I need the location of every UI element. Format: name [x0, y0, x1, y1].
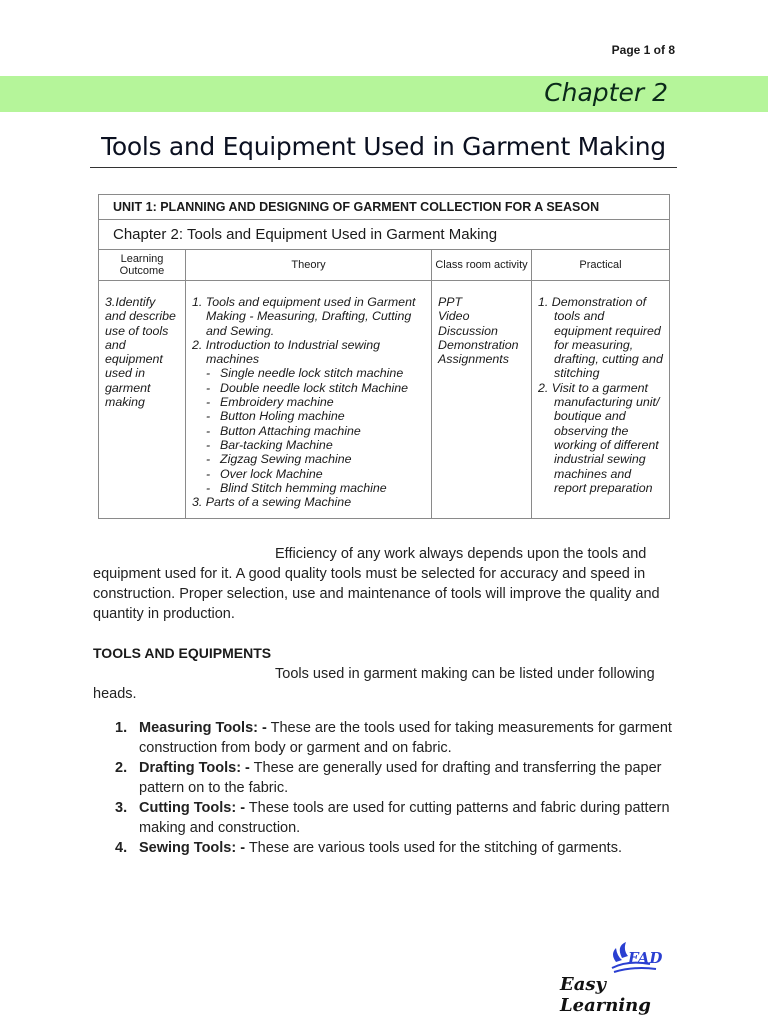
machine-item: - Blind Stitch hemming machine: [192, 481, 425, 495]
practical-item: 1. Demonstration of tools and equipment required for measuring, drafting, cutting and stitching: [538, 295, 663, 381]
list-item: [115, 838, 675, 858]
activity-cell: [432, 281, 532, 519]
practical-cell: [532, 281, 670, 519]
machine-item: - Embroidery machine: [192, 395, 425, 409]
unit-heading: UNIT 1: PLANNING AND DESIGNING OF GARMENT COLLECTION FOR A SEASON: [99, 195, 670, 220]
learning-outcome-cell: 3.Identify and describe use of tools and equipment used in garment making: [99, 281, 186, 519]
item-term: Drafting Tools: -: [139, 760, 250, 776]
item-number: 2.: [115, 760, 128, 776]
header-classroom-activity: Class room activity: [432, 250, 532, 281]
machine-item: - Zigzag Sewing machine: [192, 452, 425, 466]
machine-item: - Button Holing machine: [192, 409, 425, 423]
logo-tagline: Easy Learning: [560, 974, 651, 1016]
header-theory: Theory: [186, 250, 432, 281]
list-item: [115, 798, 675, 838]
section-intro: [93, 664, 674, 704]
item-number: 1.: [115, 720, 128, 736]
theory-item: 1. Tools and equipment used in Garment Making - Measuring, Drafting, Cutting and Sewing.: [192, 295, 416, 338]
list-item: [115, 758, 675, 798]
document-title: Tools and Equipment Used in Garment Making: [90, 132, 677, 168]
machine-item: - Bar-tacking Machine: [192, 438, 425, 452]
theory-item: 2. Introduction to Industrial sewing machines: [192, 337, 381, 367]
item-term: Sewing Tools: -: [139, 840, 246, 856]
list-item: [115, 718, 675, 758]
item-description: These are various tools used for the stitching of garments.: [245, 840, 622, 856]
header-learning-outcome: Learning Outcome: [99, 250, 186, 281]
section-heading: TOOLS AND EQUIPMENTS: [93, 645, 272, 661]
machine-item: - Button Attaching machine: [192, 424, 425, 438]
item-term: Cutting Tools: -: [139, 800, 246, 816]
item-description: These are the tools used for taking measurements for garment construction from body or garment and on fabric.: [139, 720, 672, 756]
logo-mark: FAD: [628, 949, 663, 967]
activity-item: Video: [438, 309, 470, 324]
section-intro-text: Tools used in garment making can be listed under following heads.: [93, 666, 655, 702]
intro-text: Efficiency of any work always depends upon the tools and equipment used for it. A good quality tools must be selected for accuracy and speed in construction. Proper selection, use and maintenance of tools will improve the quality and quantity in production.: [93, 546, 660, 622]
activity-item: Discussion: [438, 323, 498, 338]
item-number: 4.: [115, 840, 128, 856]
item-number: 3.: [115, 800, 128, 816]
chapter-label: Chapter 2: [544, 78, 668, 107]
theory-cell: [186, 281, 432, 519]
header-practical: Practical: [532, 250, 670, 281]
chapter-heading: Chapter 2: Tools and Equipment Used in Garment Making: [99, 220, 670, 250]
activity-item: PPT: [438, 295, 463, 309]
item-term: Measuring Tools: -: [139, 720, 267, 736]
activity-item: Demonstration: [438, 337, 519, 352]
tool-heads-list: [115, 718, 675, 858]
page-number: Page 1 of 8: [611, 43, 675, 57]
chapter-banner: [0, 76, 768, 112]
machine-item: - Single needle lock stitch machine: [192, 366, 425, 380]
intro-paragraph: [93, 544, 674, 624]
practical-item: 2. Visit to a garment manufacturing unit/ boutique and observing the working of different industrial sewing machines and report preparation: [538, 380, 660, 495]
syllabus-table: [98, 194, 670, 519]
theory-item: 3. Parts of a sewing Machine: [192, 495, 352, 510]
fad-logo: [560, 940, 680, 1016]
machine-item: - Double needle lock stitch Machine: [192, 381, 425, 395]
item-description: These are generally used for drafting and transferring the paper pattern on to the fabric.: [139, 760, 662, 796]
machine-item: - Over lock Machine: [192, 467, 425, 481]
activity-item: Assignments: [438, 352, 509, 367]
item-description: These tools are used for cutting patterns and fabric during pattern making and construction.: [139, 800, 670, 836]
